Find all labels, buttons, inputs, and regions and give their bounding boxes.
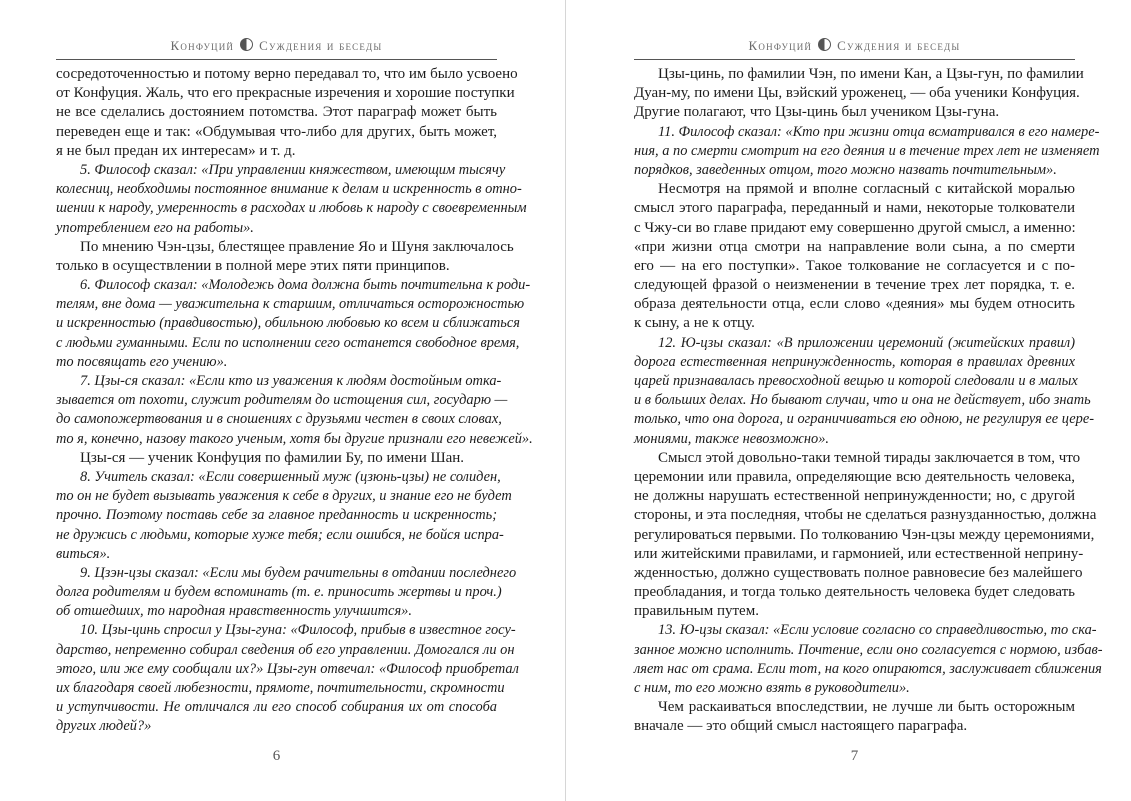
text-line: других людей?» <box>56 718 152 735</box>
text-line: употреблением его на работы». <box>56 219 254 236</box>
text-line: преобладания, и тогда только деятельность человека будет следовать <box>634 584 1075 601</box>
text-line: виться». <box>56 545 111 562</box>
text-line: зывается от похоти, служит родителям до истощения сил, государю — <box>56 392 508 409</box>
text-line: и в больших делах. Но бывают случаи, что и она не действует, ибо знать <box>634 392 1091 409</box>
paragraph <box>634 334 1095 449</box>
page-body <box>56 65 533 737</box>
text-line: и искренностью (правдивостью), обильною любовью ко всем и сближаться <box>56 315 520 332</box>
text-line: правильным путем. <box>634 603 759 620</box>
text-line: ния, а по смерти смотрит на его деяния и в течение трех лет не изменяет <box>634 142 1100 159</box>
paragraph <box>634 65 1084 123</box>
text-line: переведен еще и так: «Обдумывая что-либо для других, быть может, <box>56 123 497 140</box>
text-line: смысл этого параграфа, переданный и нами, некоторые толкователи <box>634 200 1075 217</box>
paragraph <box>56 449 497 468</box>
paragraph <box>56 65 518 161</box>
text-line: порядков, заведенных отцом, того можно назвать почтительным». <box>634 161 1057 178</box>
header-title: Суждения и беседы <box>837 38 961 53</box>
text-line: стороны, и эта последняя, чтобы не сделаться разнузданностью, должна <box>634 507 1097 524</box>
paragraph <box>56 161 527 238</box>
yin-yang-icon <box>240 38 253 51</box>
text-line: дорога естественная непринужденность, которая в правилах древних <box>634 353 1075 370</box>
text-line: вначале — это общий смысл настоящего параграфа. <box>634 718 968 735</box>
paragraph <box>56 564 517 622</box>
text-line: их благодаря своей любезности, прямоте, почтительности, скромности <box>56 680 505 696</box>
paragraph <box>634 449 1097 622</box>
text-line: долга родителям и будем вспоминать (т. е. приносить жертвы и проч.) <box>56 584 502 601</box>
text-line: 11. Философ сказал: «Кто при жизни отца всматривался в его намере- <box>658 123 1100 140</box>
text-line: жденностью, должно существовать полное равновесие без малейшего <box>634 564 1083 581</box>
text-line: 5. Философ сказал: «При управлении княжеством, имеющим тысячу <box>80 161 506 178</box>
text-line: церемонии или правила, определяющие всю деятельность человека, <box>634 468 1075 485</box>
text-line: Несмотря на прямой и вполне согласный с китайской моралью <box>658 181 1075 198</box>
page-body <box>634 65 1103 737</box>
text-line: 6. Философ сказал: «Молодежь дома должна быть почтительна к роди- <box>80 277 531 294</box>
paragraph <box>56 468 512 564</box>
text-line: Цзы-цинь, по фамилии Чэн, по имени Кан, а Цзы-гун, по фамилии <box>658 66 1084 82</box>
header-title: Суждения и беседы <box>259 38 383 53</box>
text-line: занное можно исполнить. Почтение, если оно согласуется с нормою, избав- <box>634 641 1103 658</box>
text-line: только в осуществлении в полной мере этих пяти принципов. <box>56 257 450 274</box>
paragraph <box>634 123 1100 181</box>
text-line: регулироваться первыми. По толкованию Чэн-цзы между церемониями, <box>634 526 1095 543</box>
header-author: Конфуций <box>170 38 235 53</box>
text-line: 10. Цзы-цинь спросил у Цзы-гуна: «Философ, прибыв в известное госу- <box>80 622 516 639</box>
text-line: шении к народу, умеренность в расходах и любовь к народу с своевременным <box>56 200 527 217</box>
text-line: к сыну, а не к отцу. <box>634 315 755 332</box>
text-line: Цзы-ся — ученик Конфуция по фамилии Бу, по имени Шан. <box>80 449 465 466</box>
text-line: мониями, также невозможно». <box>634 430 830 447</box>
page-number: 6 <box>272 748 281 764</box>
text-line: я не был предан их интересам» и т. д. <box>56 142 296 159</box>
text-line: с людьми гуманными. Если по исполнении сего останется свободное время, <box>56 334 520 351</box>
text-line: то посвящать его учению». <box>56 353 228 370</box>
page-number: 7 <box>850 748 859 764</box>
left-page <box>0 0 565 801</box>
paragraph <box>56 238 514 276</box>
text-line: ляет нас от срама. Если тот, на кого опираются, заслуживает сближения <box>634 660 1102 677</box>
text-line: от Конфуция. Жаль, что его прекрасные изречения и хорошие поступки <box>56 85 515 102</box>
text-line: 7. Цзы-ся сказал: «Если кто из уважения к людям достойным отка- <box>80 373 502 389</box>
text-line: колесниц, необходимы постоянное внимание к делам и искренность в отно- <box>56 181 522 198</box>
text-line: только, что она дорога, и ограничиваться ею одною, не регулируя ее цере- <box>634 411 1095 428</box>
text-line: телям, вне дома — уважительна к старшим, отличаться осторожностью <box>56 296 525 313</box>
paragraph <box>634 698 1075 736</box>
text-line: прочно. Поэтому поставь себе за главное преданность и искренность; <box>56 507 497 524</box>
text-line: дарство, непременно собирал сведения об его управлении. Домогался ли он <box>56 641 515 658</box>
text-line: 8. Учитель сказал: «Если совершенный муж (цзюнь-цзы) не солиден, <box>80 468 501 485</box>
text-line: об отшедших, то народная нравственность улучшится». <box>56 603 412 620</box>
text-line: образа деятельности отца, если слово «деяния» мы будем относить <box>634 296 1075 313</box>
text-line: его — на его поступки». Такое толкование не согласуется и с по- <box>634 257 1075 274</box>
header-rule <box>634 59 1075 60</box>
text-line: не все сделались достоянием потомства. Этот параграф может быть <box>56 104 497 121</box>
text-line: Дуан-му, по имени Цы, вэйский уроженец, — оба ученики Конфуция. <box>634 85 1080 102</box>
running-header <box>634 38 1075 54</box>
text-line: то он не будет вызывать уважения к себе в других, и знание его не будет <box>56 488 512 505</box>
paragraph <box>634 621 1103 698</box>
paragraph <box>56 621 519 736</box>
text-line: следующей фразой о неизменении в течение трех лет порядка, т. е. <box>634 277 1075 294</box>
text-line: не дружись с людьми, которые хуже тебя; если ошибся, не бойся испра- <box>56 526 504 543</box>
text-line: По мнению Чэн-цзы, блестящее правление Яо и Шуня заключалось <box>80 238 514 255</box>
paragraph <box>634 180 1075 334</box>
running-header <box>56 38 497 54</box>
text-line: 12. Ю-цзы сказал: «В приложении церемоний (житейских правил) <box>658 334 1075 351</box>
text-line: этого, или же ему сообщали их?» Цзы-гун отвечал: «Философ приобретал <box>56 660 519 677</box>
text-line: Смысл этой довольно-таки темной тирады заключается в том, что <box>658 449 1081 466</box>
text-line: и уступчивости. Не отличался ли его способ собирания их от способа <box>56 699 497 716</box>
header-author: Конфуций <box>748 38 813 53</box>
text-line: не должны нарушать естественной непринужденности; но, с другой <box>634 488 1075 505</box>
text-line: Чем раскаиваться впоследствии, не лучше ли быть осторожным <box>658 699 1075 716</box>
text-line: сосредоточенностью и потому верно передавал то, что им было усвоено <box>56 66 518 82</box>
text-line: до самопожертвования и в сношениях с друзьями честен в своих словах, <box>56 411 502 428</box>
text-line: с Чжу-си во главе придают ему совершенно другой смысл, а именно: <box>634 219 1076 236</box>
text-line: «при жизни отца смотри на направление воли сына, а по смерти <box>634 238 1075 255</box>
text-line: 13. Ю-цзы сказал: «Если условие согласно со справедливостью, то ска- <box>658 622 1097 639</box>
text-line: 9. Цзэн-цзы сказал: «Если мы будем рачительны в отдании последнего <box>80 564 517 581</box>
text-line: Другие полагают, что Цзы-цинь был учеником Цзы-гуна. <box>634 104 1000 121</box>
right-page <box>566 0 1131 801</box>
text-line: то я, конечно, назову такого ученым, хотя бы другие признали его невежей». <box>56 430 533 447</box>
text-line: или житейскими правилами, и гармонией, или естественной неприну- <box>634 545 1084 562</box>
yin-yang-icon <box>818 38 831 51</box>
paragraph <box>56 276 531 372</box>
text-line: с ним, то его можно взять в руководители». <box>634 680 910 696</box>
text-line: царей признавалась превосходной вещью и которой следовали и в малых <box>634 373 1078 389</box>
header-rule <box>56 59 497 60</box>
paragraph <box>56 372 533 449</box>
